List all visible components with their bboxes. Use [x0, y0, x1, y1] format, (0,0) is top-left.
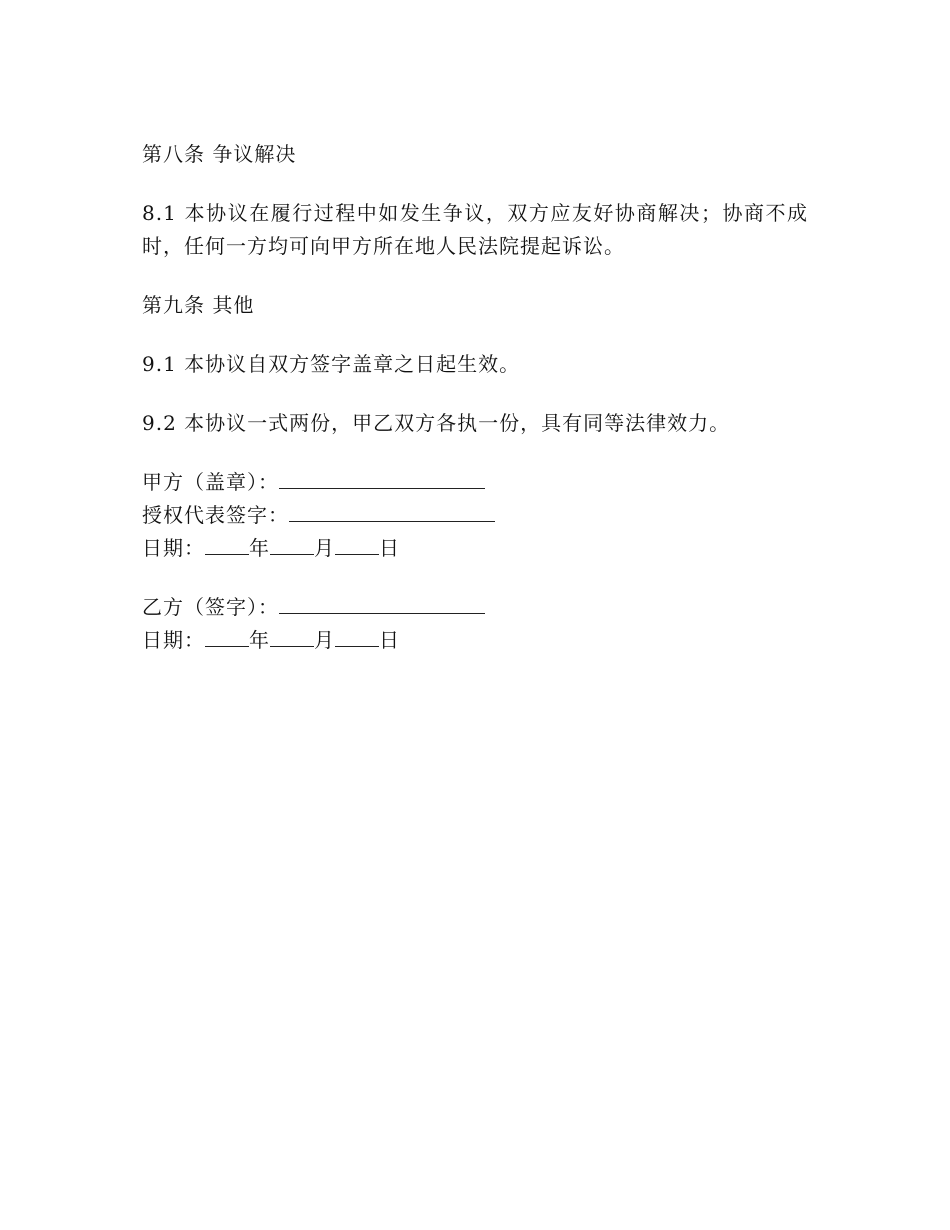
party-a-day-blank: [335, 532, 379, 555]
party-a-year-blank: [205, 532, 249, 555]
party-a-day-label: 日: [379, 536, 400, 560]
party-a-signature-block: [142, 466, 808, 565]
party-b-year-blank: [205, 624, 249, 647]
article-8-title: 第八条 争议解决: [142, 142, 297, 166]
party-b-month-label: 月: [314, 628, 335, 652]
article-9-title: 第九条 其他: [142, 293, 255, 317]
party-a-month-blank: [270, 532, 314, 555]
clause-8-1: 8.1 本协议在履行过程中如发生争议，双方应友好协商解决；协商不成时，任何一方均可向甲方所在地人民法院提起诉讼。: [142, 201, 808, 258]
party-b-month-blank: [270, 624, 314, 647]
party-a-rep-line: [142, 499, 808, 532]
party-a-rep-blank: [289, 499, 495, 522]
party-a-rep-label: 授权代表签字：: [142, 503, 289, 527]
party-b-sign-line: [142, 591, 808, 624]
party-a-year-label: 年: [249, 536, 270, 560]
party-a-seal-blank: [279, 466, 485, 489]
party-b-signature-block: [142, 591, 808, 657]
party-b-sign-blank: [279, 591, 485, 614]
party-b-date-line: [142, 624, 808, 657]
clause-9-1: 9.1 本协议自双方签字盖章之日起生效。: [142, 352, 521, 376]
party-a-month-label: 月: [314, 536, 335, 560]
party-b-date-label: 日期：: [142, 628, 205, 652]
party-a-date-line: [142, 532, 808, 565]
clause-9-2: 9.2 本协议一式两份，甲乙双方各执一份，具有同等法律效力。: [142, 411, 731, 435]
party-b-year-label: 年: [249, 628, 270, 652]
party-b-sign-label: 乙方（签字）：: [142, 595, 279, 619]
party-b-day-label: 日: [379, 628, 400, 652]
party-a-date-label: 日期：: [142, 536, 205, 560]
document-content: [142, 138, 808, 683]
party-a-seal-label: 甲方（盖章）：: [142, 470, 279, 494]
party-a-seal-line: [142, 466, 808, 499]
party-b-day-blank: [335, 624, 379, 647]
